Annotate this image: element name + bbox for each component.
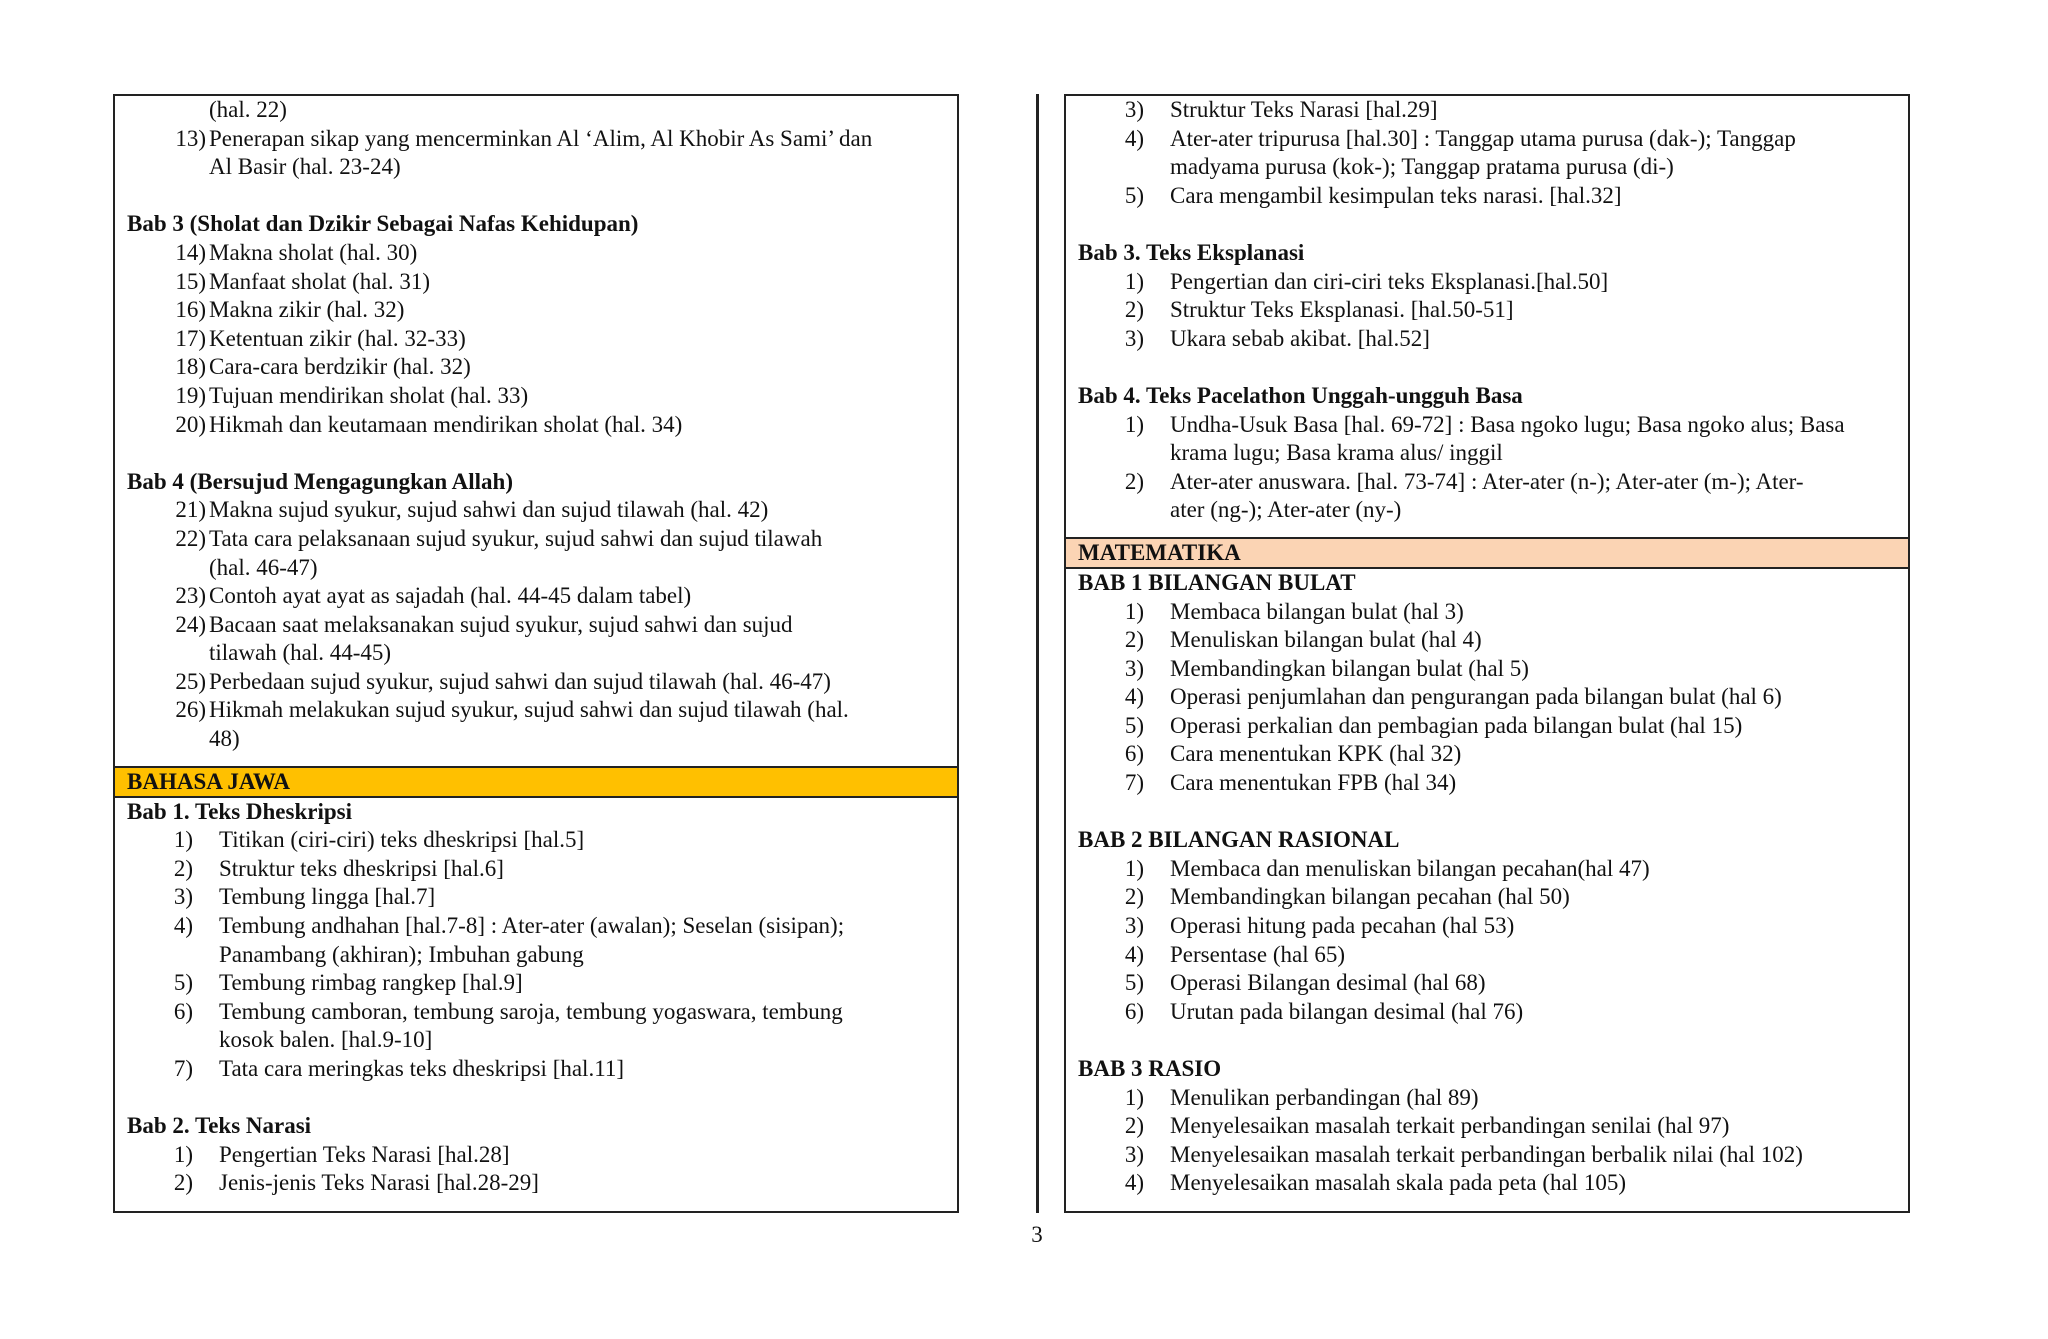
list-item: 1) Membaca dan menuliskan bilangan pecahan(hal 47) (1124, 855, 1650, 881)
list-item: 1) Menulikan perbandingan (hal 89) (1124, 1084, 1479, 1110)
page-number: 3 (1031, 1222, 1043, 1247)
list-item: 6) Urutan pada bilangan desimal (hal 76) (1124, 998, 1524, 1024)
list-item: 2) Ater-ater anuswara. [hal. 73-74] : Ater-ater (n-); Ater-ater (m-); Ater- ater (ng-); Ater-ater (ny-) (1124, 468, 1804, 523)
list-item: 7) Tata cara meringkas teks dheskripsi [hal.11] (173, 1056, 625, 1081)
list-item: 18) Cara-cara berdzikir (hal. 32) (175, 354, 471, 380)
chapter-heading: BAB 2 BILANGAN RASIONAL (1078, 827, 1400, 853)
list-item: 6) Tembung camboran, tembung saroja, tembung yogaswara, tembung kosok balen. [hal.9-10] (173, 998, 843, 1053)
list-item: 1) Titikan (ciri-ciri) teks dheskripsi [hal.5] (173, 827, 585, 853)
list-item: 2) Jenis-jenis Teks Narasi [hal.28-29] (173, 1170, 539, 1196)
list-item: 22) Tata cara pelaksanaan sujud syukur, sujud sahwi dan sujud tilawah (hal. 46-47) (175, 525, 823, 580)
left-content (115, 96, 957, 1198)
list-item: 1) Undha-Usuk Basa [hal. 69-72] : Basa ngoko lugu; Basa ngoko alus; Basa krama lugu; Basa krama alus/ inggil (1124, 411, 1845, 466)
continued-line: (hal. 22) (209, 97, 287, 122)
list-item: 1) Pengertian Teks Narasi [hal.28] (173, 1141, 510, 1167)
chapter-heading: Bab 1. Teks Dheskripsi (127, 798, 352, 824)
list-item: 24) Bacaan saat melaksanakan sujud syukur, sujud sahwi dan sujud tilawah (hal. 44-45) (175, 611, 793, 666)
list-item: 3) Membandingkan bilangan bulat (hal 5) (1124, 655, 1529, 681)
list-item: 2) Struktur teks dheskripsi [hal.6] (173, 855, 504, 881)
list-item: 2) Menuliskan bilangan bulat (hal 4) (1124, 627, 1482, 653)
list-item: 2) Menyelesaikan masalah terkait perbandingan senilai (hal 97) (1124, 1113, 1730, 1139)
item-number: 13) (175, 125, 206, 151)
list-item: 15) Manfaat sholat (hal. 31) (175, 268, 430, 294)
column-divider (1036, 94, 1039, 1213)
list-item: 3) Struktur Teks Narasi [hal.29] (1124, 97, 1438, 122)
item-text: Penerapan sikap yang mencerminkan Al ‘Alim, Al Khobir As Sami’ dan Al Basir (hal. 23-24) (209, 125, 873, 180)
list-item: 3) Menyelesaikan masalah terkait perbandingan berbalik nilai (hal 102) (1124, 1141, 1803, 1167)
list-item: 1) Pengertian dan ciri-ciri teks Eksplanasi.[hal.50] (1124, 268, 1609, 294)
list-item: 14) Makna sholat (hal. 30) (175, 239, 418, 265)
list-item: 4) Menyelesaikan masalah skala pada peta (hal 105) (1124, 1170, 1626, 1196)
list-item: 17) Ketentuan zikir (hal. 32-33) (175, 325, 466, 351)
list-item: 4) Operasi penjumlahan dan pengurangan pada bilangan bulat (hal 6) (1124, 684, 1782, 710)
list-item: 5) Cara mengambil kesimpulan teks narasi. [hal.32] (1124, 182, 1622, 208)
list-item: 1) Membaca bilangan bulat (hal 3) (1124, 598, 1464, 624)
list-item: 4) Tembung andhahan [hal.7-8] : Ater-ater (awalan); Seselan (sisipan); Panambang (akhiran); Imbuhan gabung (173, 913, 845, 967)
list-item: 20) Hikmah dan keutamaan mendirikan sholat (hal. 34) (175, 411, 683, 437)
right-content-box (1064, 94, 1910, 1213)
list-item: 5) Operasi perkalian dan pembagian pada bilangan bulat (hal 15) (1124, 712, 1743, 738)
chapter-heading: BAB 3 RASIO (1078, 1056, 1222, 1081)
list-item: 6) Cara menentukan KPK (hal 32) (1124, 741, 1462, 767)
section-bar-matematika: MATEMATIKA (1066, 537, 1908, 569)
left-content-box (113, 94, 959, 1213)
chapter-heading: Bab 4 (Bersujud Mengagungkan Allah) (127, 468, 513, 494)
list-item: 3) Ukara sebab akibat. [hal.52] (1124, 325, 1430, 351)
list-item: 5) Tembung rimbag rangkep [hal.9] (173, 970, 523, 996)
right-content (1066, 96, 1908, 1198)
list-item: 4) Ater-ater tripurusa [hal.30] : Tanggap utama purusa (dak-); Tanggap madyama purusa (kok-); Tanggap pratama purusa (di-) (1124, 125, 1796, 180)
chapter-heading: BAB 1 BILANGAN BULAT (1078, 569, 1356, 595)
chapter-heading: Bab 2. Teks Narasi (127, 1113, 312, 1139)
list-item: 16) Makna zikir (hal. 32) (175, 297, 405, 323)
list-item (127, 125, 945, 182)
section-bar-bahasa-jawa: BAHASA JAWA (115, 766, 957, 798)
list-item: 2) Membandingkan bilangan pecahan (hal 50) (1124, 884, 1570, 910)
chapter-heading: Bab 4. Teks Pacelathon Unggah-ungguh Basa (1078, 382, 1523, 408)
list-item: 19) Tujuan mendirikan sholat (hal. 33) (175, 382, 529, 408)
chapter-heading: Bab 3. Teks Eksplanasi (1078, 239, 1305, 265)
list-item: 2) Struktur Teks Eksplanasi. [hal.50-51] (1124, 297, 1514, 323)
list-item: 25) Perbedaan sujud syukur, sujud sahwi dan sujud tilawah (hal. 46-47) (175, 668, 831, 694)
list-item: 26) Hikmah melakukan sujud syukur, sujud sahwi dan sujud tilawah (hal. 48) (175, 697, 849, 752)
list-item: 7) Cara menentukan FPB (hal 34) (1124, 770, 1457, 796)
list-item: 5) Operasi Bilangan desimal (hal 68) (1124, 970, 1486, 996)
list-item: 3) Tembung lingga [hal.7] (173, 884, 436, 910)
list-item: 4) Persentase (hal 65) (1124, 941, 1345, 967)
list-item: 21) Makna sujud syukur, sujud sahwi dan sujud tilawah (hal. 42) (175, 497, 769, 523)
chapter-heading: Bab 3 (Sholat dan Dzikir Sebagai Nafas Kehidupan) (127, 211, 639, 237)
list-item: 3) Operasi hitung pada pecahan (hal 53) (1124, 913, 1515, 939)
list-item: 23) Contoh ayat ayat as sajadah (hal. 44-45 dalam tabel) (175, 583, 692, 609)
